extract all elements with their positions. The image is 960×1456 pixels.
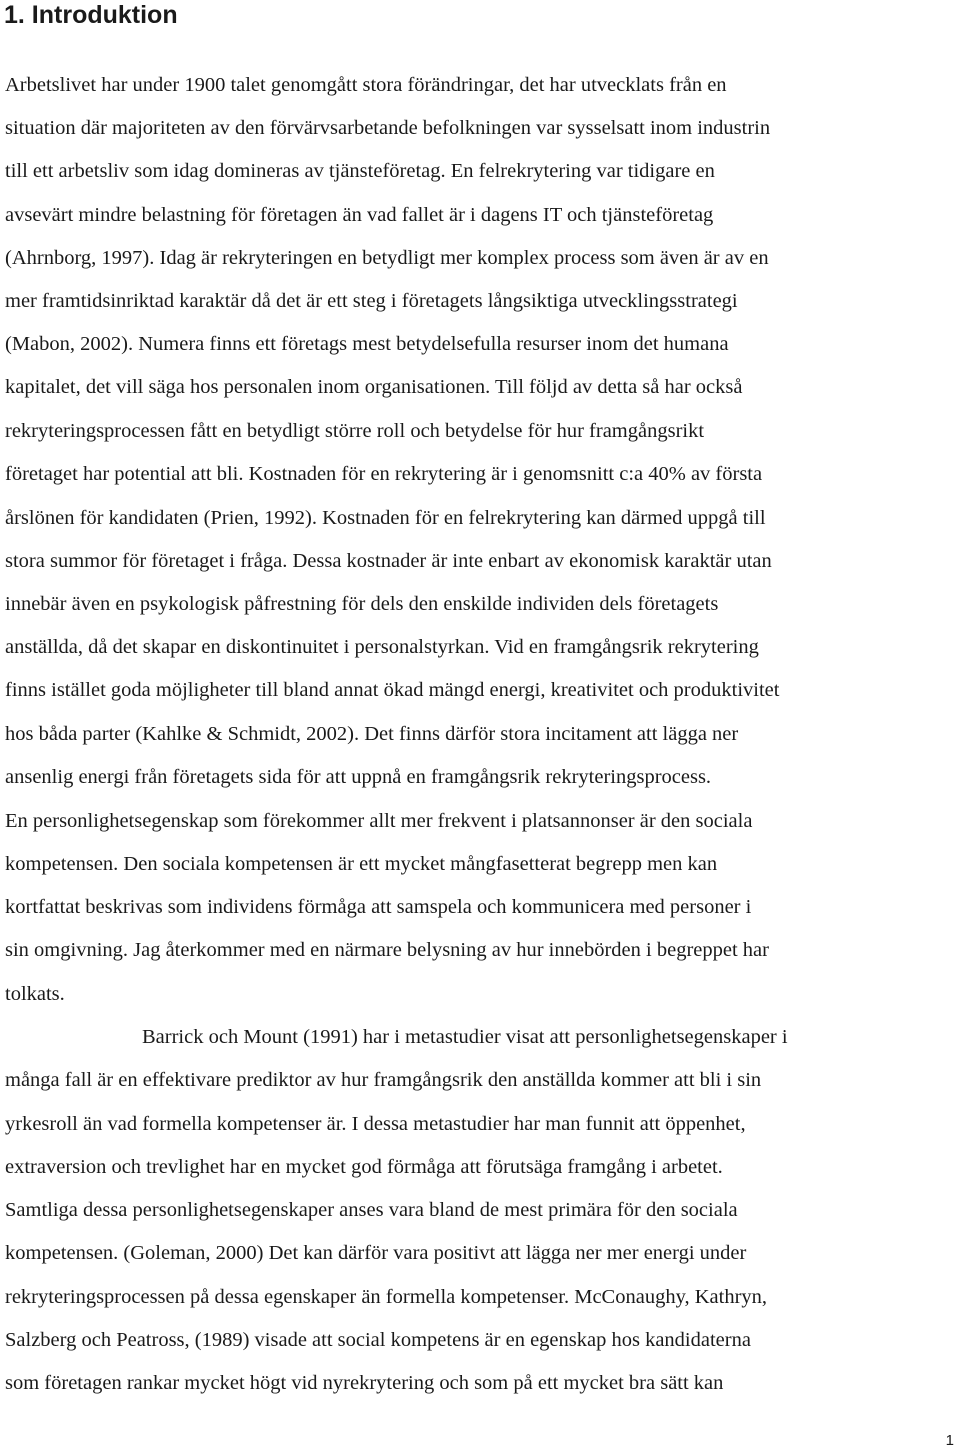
text-line: kapitalet, det vill säga hos personalen inom organisationen. Till följd av detta så har också [5, 376, 743, 398]
text-line: rekryteringsprocessen på dessa egenskaper än formella kompetenser. McConaughy, Kathryn, [5, 1286, 768, 1308]
section-heading: 1. Introduktion [4, 1, 178, 29]
text-line: årslönen för kandidaten (Prien, 1992). Kostnaden för en felrekrytering kan därmed uppgå till [5, 507, 766, 529]
text-line: extraversion och trevlighet har en mycket god förmåga att förutsäga framgång i arbetet. [5, 1156, 723, 1178]
text-line: hos båda parter (Kahlke & Schmidt, 2002). Det finns därför stora incitament att lägga ner [5, 723, 739, 745]
text-line: till ett arbetsliv som idag domineras av tjänsteföretag. En felrekrytering var tidigare en [5, 160, 715, 182]
text-line: tolkats. [5, 983, 65, 1005]
text-line: (Mabon, 2002). Numera finns ett företags mest betydelsefulla resurser inom det humana [5, 333, 729, 355]
text-line: Samtliga dessa personlighetsegenskaper anses vara bland de mest primära för den sociala [5, 1199, 738, 1221]
text-line: kompetensen. (Goleman, 2000) Det kan därför vara positivt att lägga ner mer energi under [5, 1242, 747, 1264]
text-line: kortfattat beskrivas som individens förmåga att samspela och kommunicera med personer i [5, 896, 752, 918]
text-line: avsevärt mindre belastning för företagen än vad fallet är i dagens IT och tjänsteföretag [5, 204, 714, 226]
text-line: anställda, då det skapar en diskontinuitet i personalstyrkan. Vid en framgångsrik rekrytering [5, 636, 759, 658]
text-line: som företagen rankar mycket högt vid nyrekrytering och som på ett mycket bra sätt kan [5, 1372, 724, 1394]
text-line: rekryteringsprocessen fått en betydligt större roll och betydelse för hur framgångsrikt [5, 420, 705, 442]
text-line: finns istället goda möjligheter till bland annat ökad mängd energi, kreativitet och produktivitet [5, 679, 780, 701]
text-line: situation där majoriteten av den förvärvsarbetande befolkningen var sysselsatt inom industrin [5, 117, 771, 139]
text-line: mer framtidsinriktad karaktär då det är ett steg i företagets långsiktiga utvecklingsstrategi [5, 290, 738, 312]
text-line: innebär även en psykologisk påfrestning för dels den enskilde individen dels företagets [5, 593, 719, 615]
text-line: Salzberg och Peatross, (1989) visade att social kompetens är en egenskap hos kandidaterna [5, 1329, 751, 1351]
page-number: 1 [945, 1432, 954, 1449]
text-line: En personlighetsegenskap som förekommer allt mer frekvent i platsannonser är den sociala [5, 810, 753, 832]
text-line: (Ahrnborg, 1997). Idag är rekryteringen en betydligt mer komplex process som även är av en [5, 247, 769, 269]
text-line: yrkesroll än vad formella kompetenser är. I dessa metastudier har man funnit att öppenhet, [5, 1113, 746, 1135]
text-line: kompetensen. Den sociala kompetensen är ett mycket mångfasetterat begrepp men kan [5, 853, 718, 875]
text-line: sin omgivning. Jag återkommer med en närmare belysning av hur innebörden i begreppet har [5, 939, 769, 961]
text-line: ansenlig energi från företagets sida för att uppnå en framgångsrik rekryteringsprocess. [5, 766, 712, 788]
text-line: företaget har potential att bli. Kostnaden för en rekrytering är i genomsnitt c:a 40% av första [5, 463, 763, 485]
text-line: stora summor för företaget i fråga. Dessa kostnader är inte enbart av ekonomisk karaktär utan [5, 550, 772, 572]
text-line-indented: Barrick och Mount (1991) har i metastudier visat att personlighetsegenskaper i [142, 1026, 788, 1048]
text-line: många fall är en effektivare prediktor av hur framgångsrik den anställda kommer att bli i sin [5, 1069, 762, 1091]
text-line: Arbetslivet har under 1900 talet genomgått stora förändringar, det har utvecklats från en [5, 74, 727, 96]
